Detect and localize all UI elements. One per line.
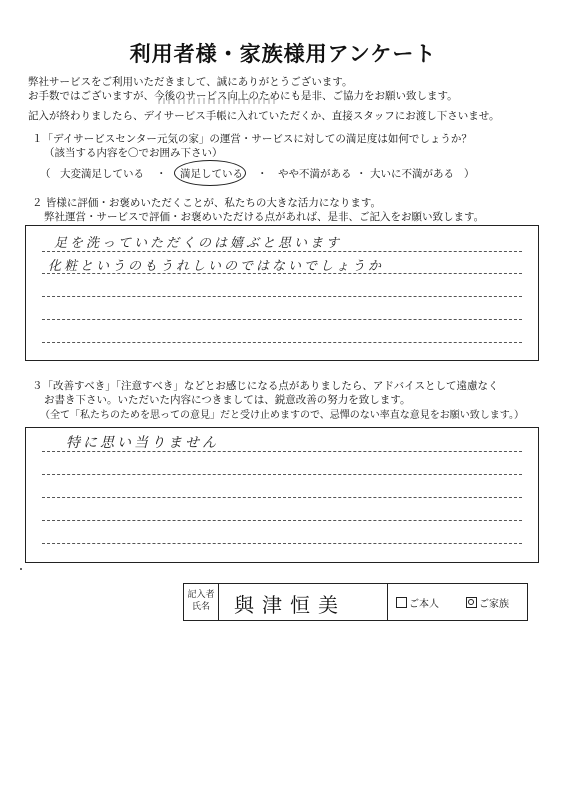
q2-answer-box[interactable]: [25, 225, 539, 361]
q1-options: [40, 166, 500, 182]
q1-instruction: （該当する内容を〇でお囲み下さい）: [44, 147, 223, 159]
q2-text: ２ 皆様に評価・お褒めいただくことが、私たちの大きな活力になります。: [32, 197, 381, 209]
options-open-paren: （: [40, 168, 51, 180]
option-separator: ・: [257, 168, 268, 180]
q1-text: １「デイサービスセンター元気の家」の運営・サービスに対しての満足度は如何でしょうか？: [32, 133, 472, 145]
signature-box: [183, 583, 528, 621]
signature-label-line-2: 氏名: [191, 602, 210, 612]
intro-line-3: 記入が終わりましたら、デイサービス手帳に入れていただくか、直接スタッフにお渡し下さいませ。: [28, 110, 500, 122]
option-self-label: ご本人: [409, 599, 439, 610]
option-satisfied[interactable]: 満足している: [180, 168, 243, 180]
answer-rule: [42, 497, 522, 498]
q2-instruction: 弊社運営・サービスで評価・お褒めいただける点があれば、是非、ご記入をお願い致します。: [44, 211, 485, 223]
option-very-dissatisfied[interactable]: 大いに不満がある: [370, 168, 454, 180]
answer-rule: [42, 474, 522, 475]
option-separator: ・: [156, 168, 167, 180]
options-close-paren: ）: [464, 168, 475, 180]
answer-rule: [42, 543, 522, 544]
checkbox-family[interactable]: [466, 597, 477, 608]
option-family[interactable]: [466, 595, 509, 610]
stray-mark: [20, 568, 22, 570]
option-somewhat-dissatisfied[interactable]: やや不満がある: [278, 168, 352, 180]
option-self[interactable]: [396, 595, 439, 610]
signature-name[interactable]: 與津恒美: [234, 593, 346, 617]
intro-line-2: お手数ではございますが、今後のサービス向上のためにも是非、ご協力をお願い致します。: [28, 90, 458, 102]
option-family-label: ご家族: [479, 599, 509, 610]
q3-line-3: （全て「私たちのためを思っての意見」だと受け止めますので、忌憚のない率直な意見をお願い致します。）: [40, 410, 524, 421]
answer-rule: [42, 319, 522, 320]
q3-text: ３「改善すべき」「注意すべき」などとお感じになる点がありましたら、アドバイスとして遠慮なく: [32, 380, 499, 392]
q2-handwritten-answer-1: 足を洗っていただくのは嬉ぶと思います: [54, 236, 343, 251]
q3-line-2: お書き下さい。いただいた内容につきましては、鋭意改善の努力を致します。: [44, 394, 411, 406]
option-very-satisfied[interactable]: 大変満足している: [60, 168, 144, 180]
answer-rule: [42, 251, 522, 252]
option-separator: ・: [356, 168, 367, 180]
intro-line-1: 弊社サービスをご利用いただきまして、誠にありがとうございます。: [28, 76, 353, 88]
smudge-mark: [158, 98, 278, 104]
signature-label-line-1: 記入者: [187, 590, 215, 600]
q2-handwritten-answer-2: 化粧というのもうれしいのではないでしょうか: [48, 259, 385, 274]
page-title: 利用者様・家族様用アンケート: [129, 42, 437, 66]
checkbox-self[interactable]: [396, 597, 407, 608]
answer-rule: [42, 296, 522, 297]
q3-handwritten-answer: 特に思い当りません: [66, 435, 219, 451]
signature-divider: [387, 584, 388, 620]
signature-label: [184, 584, 219, 620]
answer-rule: [42, 342, 522, 343]
q3-answer-box[interactable]: [25, 427, 539, 563]
answer-rule: [42, 520, 522, 521]
